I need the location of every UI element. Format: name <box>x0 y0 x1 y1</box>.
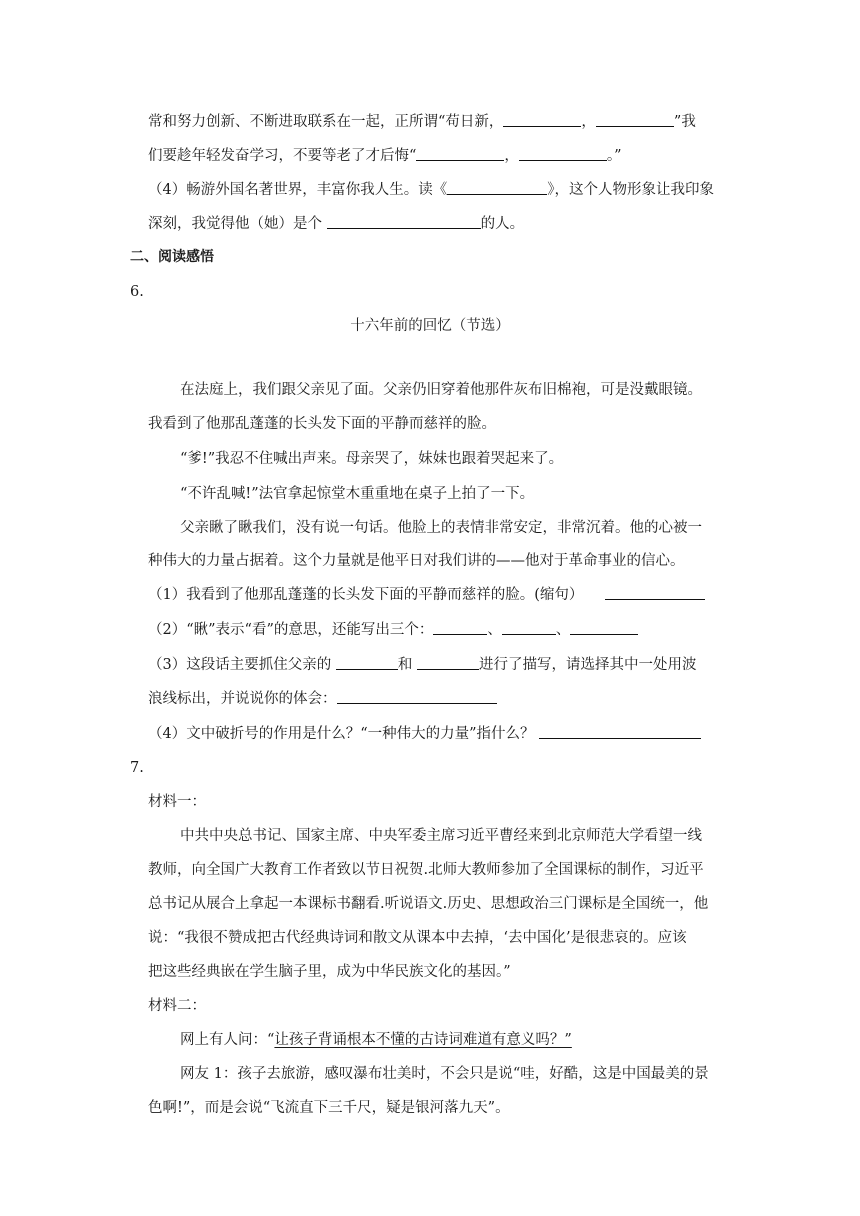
text: 的人。 <box>480 216 525 232</box>
passage-line: “爹!”我忍不住喊出声来。母亲哭了，妹妹也跟着哭起来了。 <box>180 451 564 467</box>
answer-blank[interactable] <box>539 724 701 739</box>
text-line <box>148 112 696 132</box>
text: 浪线标出，并说说你的体会： <box>148 691 337 707</box>
sub-question-3 <box>148 655 696 675</box>
passage-title: 十六年前的回忆（节选） <box>350 318 510 334</box>
answer-blank[interactable] <box>416 146 504 161</box>
material-line: 中共中央总书记、国家主席、中央军委主席习近平曹经来到北京师范大学看望一线 <box>180 828 702 844</box>
answer-blank[interactable] <box>502 620 556 635</box>
material-line: 色啊!”，而是会说“飞流直下三千尺，疑是银河落九天”。 <box>148 1100 510 1116</box>
text: ， <box>581 114 596 130</box>
text-line <box>148 689 497 709</box>
text-line <box>148 146 622 166</box>
section-heading: 二、阅读感悟 <box>130 249 214 265</box>
text: 进行了描写，请选择其中一处用波 <box>478 657 697 673</box>
material-line <box>180 1030 572 1050</box>
text: 们要趁年轻发奋学习，不要等老了才后悔“ <box>148 148 417 164</box>
passage-line: 我看到了他那乱蓬蓬的长头发下面的平静而慈祥的脸。 <box>148 416 496 432</box>
passage-line: 在法庭上，我们跟父亲见了面。父亲仍旧穿着他那件灰布旧棉袍，可是没戴眼镜。 <box>180 382 702 398</box>
sub-question-2 <box>148 620 638 640</box>
answer-blank[interactable] <box>327 214 481 229</box>
material-line: 把这些经典嵌在学生脑子里，成为中华民族文化的基因。” <box>148 964 511 980</box>
underlined-question: 让孩子背诵根本不懂的古诗词难道有意义吗？” <box>274 1032 572 1048</box>
text: （2）“瞅”表示“看”的意思，还能写出三个： <box>148 622 434 638</box>
material-label: 材料一： <box>148 794 206 810</box>
answer-blank[interactable] <box>337 689 497 704</box>
text: 深刻，我觉得他（她）是个 <box>148 216 327 232</box>
text: 。” <box>606 148 622 164</box>
sub-question-4 <box>148 724 701 744</box>
text: 、 <box>555 622 571 638</box>
text: 网上有人问：“ <box>180 1032 275 1048</box>
text: （4）畅游外国名著世界，丰富你我人生。读《 <box>148 182 448 198</box>
material-line: 总书记从展合上拿起一本课标书翻看.听说语文.历史、思想政治三门课标是全国统一，他 <box>148 896 709 912</box>
text: 》，这个人物形象让我印象 <box>547 182 714 198</box>
text: （3）这段话主要抓住父亲的 <box>148 657 336 673</box>
text: ， <box>504 148 519 164</box>
text: 和 <box>397 657 417 673</box>
answer-blank[interactable] <box>417 655 479 670</box>
answer-blank[interactable] <box>596 112 674 127</box>
text-line <box>148 214 524 234</box>
answer-blank[interactable] <box>570 620 638 635</box>
material-line: 说：“我很不赞成把古代经典诗词和散文从课本中去掉，‘去中国化’是很悲哀的。应该 <box>148 930 687 946</box>
question-4-line <box>148 180 714 200</box>
material-line: 网友 1：孩子去旅游，感叹瀑布壮美时，不会只是说“哇，好酷，这是中国最美的景 <box>180 1066 709 1082</box>
answer-blank[interactable] <box>503 112 581 127</box>
answer-blank[interactable] <box>336 655 398 670</box>
passage-line: “不许乱喊!”法官拿起惊堂木重重地在桌子上拍了一下。 <box>180 486 535 502</box>
answer-blank[interactable] <box>519 146 607 161</box>
text: 常和努力创新、不断进取联系在一起，正所谓“苟日新， <box>148 114 504 130</box>
text: （4）文中破折号的作用是什么？“一种伟大的力量”指什么？ <box>148 726 535 742</box>
question-number: 7. <box>130 760 144 776</box>
text: ”我 <box>673 114 696 130</box>
answer-blank[interactable] <box>605 585 705 600</box>
material-label: 材料二： <box>148 998 206 1014</box>
sub-question-1 <box>148 585 705 605</box>
text: （1）我看到了他那乱蓬蓬的长头发下面的平静而慈祥的脸。(缩句） <box>148 587 584 603</box>
answer-blank[interactable] <box>433 620 487 635</box>
passage-line: 种伟大的力量占据着。这个力量就是他平日对我们讲的——他对于革命事业的信心。 <box>148 553 685 569</box>
text: 、 <box>487 622 502 638</box>
passage-line: 父亲瞅了瞅我们，没有说一句话。他脸上的表情非常安定，非常沉着。他的心被一 <box>180 520 702 536</box>
answer-blank[interactable] <box>447 180 547 195</box>
question-number: 6. <box>130 284 144 300</box>
material-line: 教师，向全国广大教育工作者致以节日祝贺.北师大教师参加了全国课标的制作，习近平 <box>148 862 704 878</box>
